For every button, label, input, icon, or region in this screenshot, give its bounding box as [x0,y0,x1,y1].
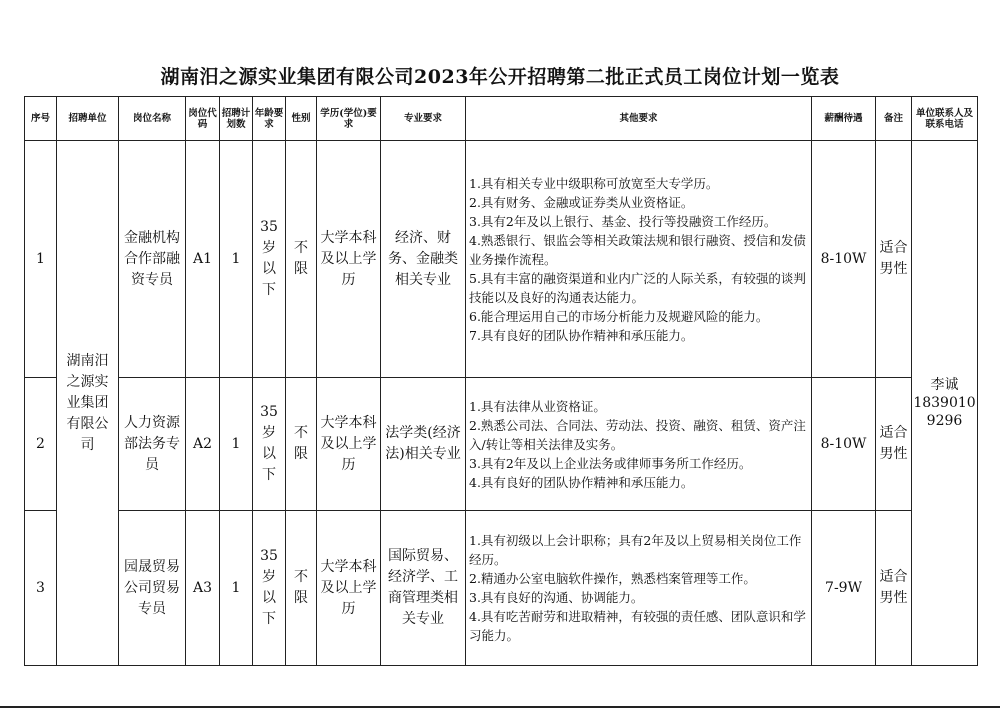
requirement-item: 6.能合理运用自己的市场分析能力及规避风险的能力。 [469,308,769,324]
row-remark: 适合男性 [876,378,912,511]
row-code: A1 [186,141,220,378]
requirement-item: 5.具有丰富的融资渠道和业内广泛的人际关系，有较强的谈判技能以及良好的沟通表达能力。 [469,270,806,305]
row-remark: 适合男性 [876,141,912,378]
header-code: 岗位代码 [186,97,220,141]
bottom-divider [0,706,1000,708]
row-major: 国际贸易、经济学、工商管理类相关专业 [381,511,466,666]
row-requirements [466,511,812,666]
row-position: 金融机构合作部融资专员 [119,141,186,378]
table-row [25,378,978,511]
row-position: 人力资源部法务专员 [119,378,186,511]
row-position: 园晟贸易公司贸易专员 [119,511,186,666]
row-seq: 3 [25,511,57,666]
row-code: A3 [186,511,220,666]
header-age: 年龄要求 [253,97,286,141]
requirement-item: 1.具有初级以上会计职称；具有2年及以上贸易相关岗位工作经历。 [469,533,802,567]
header-unit: 招聘单位 [57,97,119,141]
header-count: 招聘计划数 [220,97,253,141]
row-seq: 1 [25,141,57,378]
requirement-item: 4.熟悉银行、银监会等相关政策法规和银行融资、授信和发债业务操作流程。 [469,232,806,267]
requirement-item: 3.具有2年及以上企业法务或律师事务所工作经历。 [469,455,752,471]
requirement-item: 7.具有良好的团队协作精神和承压能力。 [469,327,694,343]
requirement-item: 4.具有良好的团队协作精神和承压能力。 [469,474,694,490]
requirement-item: 4.具有吃苦耐劳和进取精神，有较强的责任感、团队意识和学习能力。 [469,609,806,643]
row-seq: 2 [25,378,57,511]
row-salary: 8-10W [812,378,876,511]
header-gender: 性别 [286,97,317,141]
row-education: 大学本科及以上学历 [317,141,381,378]
requirement-item: 3.具有良好的沟通、协调能力。 [469,590,644,605]
requirement-item: 3.具有2年及以上银行、基金、投行等投融资工作经历。 [469,213,777,229]
row-salary: 8-10W [812,141,876,378]
recruiting-unit [57,141,119,666]
header-education: 学历(学位)要求 [317,97,381,141]
requirement-item: 2.精通办公室电脑软件操作，熟悉档案管理等工作。 [469,571,756,586]
header-other: 其他要求 [466,97,812,141]
recruiting-unit-text: 湖南汨之源实业集团有限公司 [66,352,109,453]
row-salary: 7-9W [812,511,876,666]
header-major: 专业要求 [381,97,466,141]
row-major: 法学类(经济法)相关专业 [381,378,466,511]
requirement-item: 2.熟悉公司法、合同法、劳动法、投资、融资、租赁、资产注入/转让等相关法律及实务。 [469,417,806,452]
page-title: 湖南汨之源实业集团有限公司2023年公开招聘第二批正式员工岗位计划一览表 [160,66,840,88]
row-gender: 不限 [286,511,317,666]
row-count: 1 [220,511,253,666]
header-remark: 备注 [876,97,912,141]
row-age: 35岁以下 [253,141,286,378]
row-count: 1 [220,141,253,378]
table-row [25,141,978,378]
table-row [25,511,978,666]
row-major: 经济、财务、金融类相关专业 [381,141,466,378]
header-position: 岗位名称 [119,97,186,141]
requirement-item: 1.具有法律从业资格证。 [469,398,606,414]
row-age: 35岁以下 [253,378,286,511]
row-gender: 不限 [286,141,317,378]
row-count: 1 [220,378,253,511]
row-education: 大学本科及以上学历 [317,511,381,666]
row-code: A2 [186,378,220,511]
contact-phone: 18390109296 [913,395,976,429]
contact-cell [912,141,978,666]
header-seq: 序号 [25,97,57,141]
requirement-item: 2.具有财务、金融或证券类从业资格证。 [469,194,694,210]
requirement-item: 1.具有相关专业中级职称可放宽至大专学历。 [469,175,719,191]
job-plan-table [24,96,978,666]
row-age: 35岁以下 [253,511,286,666]
row-education: 大学本科及以上学历 [317,378,381,511]
table-header-row [25,97,978,141]
header-contact: 单位联系人及联系电话 [912,97,978,141]
header-salary: 薪酬待遇 [812,97,876,141]
row-requirements [466,141,812,378]
row-requirements [466,378,812,511]
contact-name: 李诚 [930,377,959,393]
row-remark: 适合男性 [876,511,912,666]
row-gender: 不限 [286,378,317,511]
